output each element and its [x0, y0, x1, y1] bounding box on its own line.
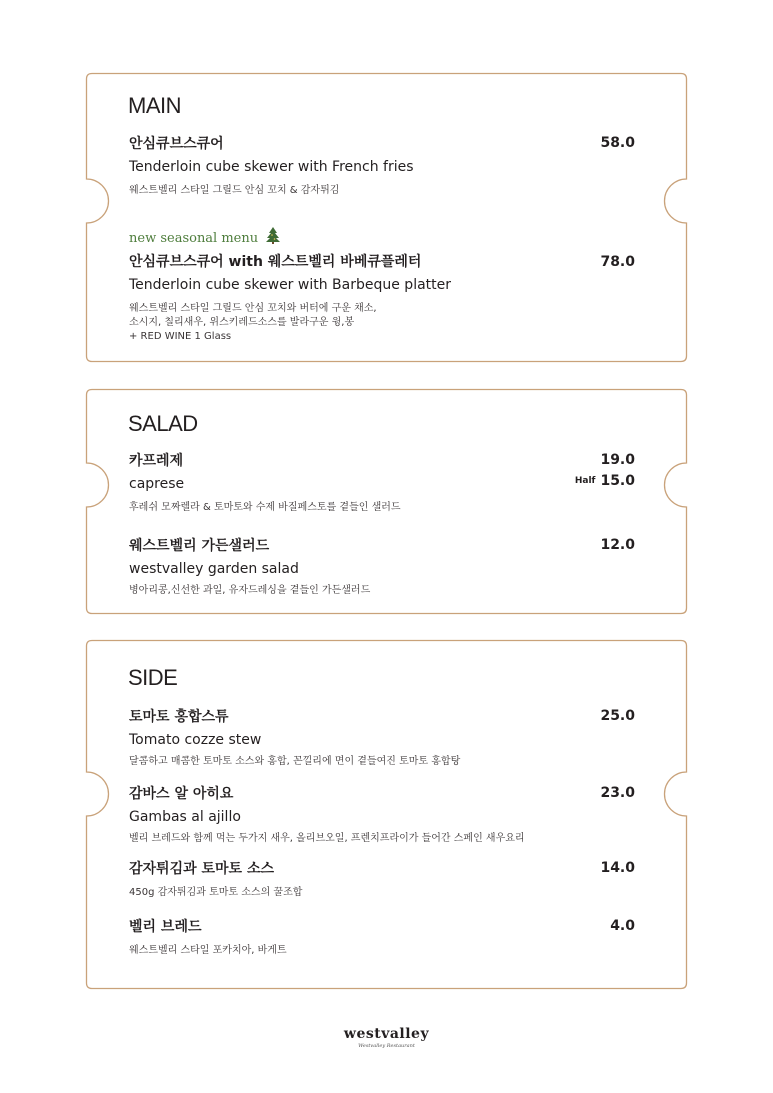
- item-name-ko: 벨리 브레드: [129, 919, 202, 935]
- seasonal-tag-label: new seasonal menu: [129, 231, 259, 246]
- item-price: 12.0: [600, 537, 635, 553]
- item-price: 58.0: [600, 135, 635, 151]
- item-price: 23.0: [600, 785, 635, 801]
- item-name-en: Tenderloin cube skewer with Barbeque platter: [129, 277, 452, 293]
- item-name-en: Tenderloin cube skewer with French fries: [129, 159, 414, 175]
- menu-item: [129, 227, 635, 344]
- menu-item: [129, 537, 635, 598]
- item-description-line: + RED WINE 1 Glass: [129, 331, 232, 342]
- item-description: 450g 감자튀김과 토마토 소스의 꿀조합: [129, 887, 303, 898]
- logo-name: westvalley: [343, 1026, 430, 1042]
- menu-item: [129, 452, 635, 515]
- item-price: 25.0: [600, 708, 635, 724]
- item-description: 달콤하고 매콤한 토마토 소스와 홍합, 꼰낄리에 면이 곁들여진 토마토 홍합탕: [129, 756, 461, 767]
- item-description-line: 웨스트벨리 스타일 그릴드 안심 꼬치와 버터에 구운 채소,: [129, 303, 377, 314]
- seasonal-tag: [129, 227, 635, 248]
- item-description: 웨스트벨리 스타일 포카치아, 바게트: [129, 945, 287, 956]
- item-name-ko: 안심큐브스큐어: [129, 136, 224, 152]
- item-description: [129, 302, 635, 344]
- half-label: Half: [574, 476, 596, 486]
- item-name-ko: 웨스트벨리 가든샐러드: [129, 538, 270, 554]
- item-description: 병아리콩,신선한 과일, 유자드레싱을 곁들인 가든샐러드: [129, 585, 371, 596]
- item-name-ko: 토마토 홍합스튜: [129, 709, 229, 725]
- section-title-side: SIDE: [128, 665, 178, 690]
- salad-card: [86, 389, 687, 614]
- main-card: [86, 73, 687, 362]
- item-name-en: caprese: [129, 476, 185, 492]
- item-name-ko: 카프레제: [129, 453, 184, 469]
- section-title-salad: SALAD: [128, 411, 198, 436]
- item-name-ko: 감자튀김과 토마토 소스: [129, 861, 274, 877]
- section-title-main: MAIN: [128, 93, 181, 118]
- menu-item: [129, 918, 635, 958]
- item-price: 19.0: [600, 452, 635, 468]
- westvalley-logo: [0, 1026, 773, 1049]
- item-description: 벨리 브레드와 함께 먹는 두가지 새우, 올리브오일, 프렌치프라이가 들어간 스페인 새우요리: [129, 833, 525, 844]
- item-price: 78.0: [600, 254, 635, 270]
- item-description: 웨스트벨리 스타일 그릴드 안심 꼬치 & 감자튀김: [129, 185, 340, 196]
- half-price-value: 15.0: [600, 473, 635, 489]
- item-price: 14.0: [600, 860, 635, 876]
- logo-tagline: Westvalley Restaurant: [358, 1043, 415, 1049]
- menu-item: [129, 135, 635, 198]
- item-description-line: 소시지, 칠리새우, 위스키레드소스를 발라구운 윙,봉: [129, 317, 355, 328]
- menu-item: [129, 785, 635, 846]
- item-price: 4.0: [610, 918, 635, 934]
- item-half-price: [575, 473, 635, 489]
- item-name-en: Gambas al ajillo: [129, 809, 241, 825]
- menu-item: [129, 860, 635, 900]
- item-name-en: westvalley garden salad: [129, 561, 299, 577]
- item-name-en: Tomato cozze stew: [129, 732, 262, 748]
- item-name-ko: 감바스 알 아히요: [129, 786, 234, 802]
- item-description: 후레쉬 모짜렐라 & 토마토와 수제 바질페스토를 곁들인 샐러드: [129, 502, 401, 513]
- christmas-tree-icon: [266, 227, 280, 244]
- menu-item: [129, 708, 635, 769]
- side-card: [86, 640, 687, 989]
- item-name-ko: 안심큐브스큐어 with 웨스트벨리 바베큐플레터: [129, 254, 422, 270]
